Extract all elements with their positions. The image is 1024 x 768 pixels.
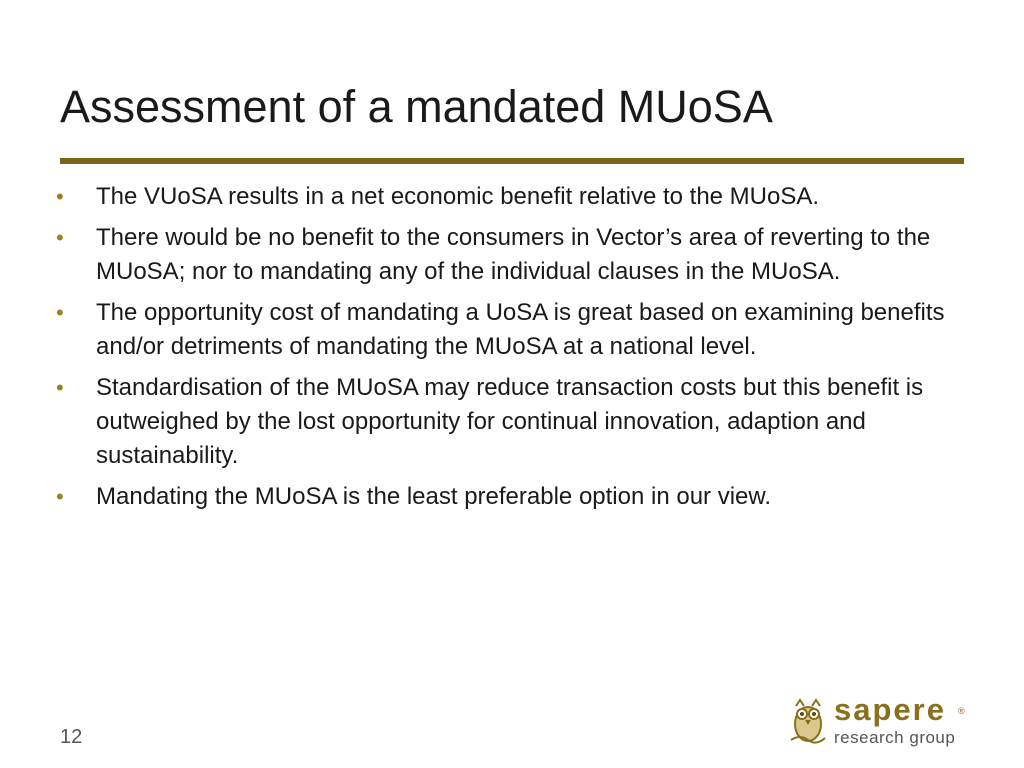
bullet-item (56, 296, 976, 364)
bullet-text: There would be no benefit to the consumers in Vector’s area of reverting to the MUoSA; nor to mandating any of the individual clauses in the MUoSA. (96, 224, 931, 285)
logo-brand-text: sapere (834, 692, 946, 727)
bullet-marker: • (56, 184, 64, 209)
title-divider (60, 158, 964, 164)
bullet-item (56, 180, 976, 214)
bullet-item (56, 480, 976, 514)
bullet-marker: • (56, 300, 64, 325)
slide-title: Assessment of a mandated MUoSA (60, 81, 773, 132)
bullet-text: The VUoSA results in a net economic benefit relative to the MUoSA. (96, 183, 820, 210)
bullet-text: Standardisation of the MUoSA may reduce transaction costs but this benefit is outweighed by the lost opportunity for continual innovation, adaption and sustainability. (96, 374, 924, 469)
bullet-text: Mandating the MUoSA is the least preferable option in our view. (96, 483, 772, 510)
bullet-marker: • (56, 375, 64, 400)
page-number: 12 (60, 726, 83, 748)
bullet-text: The opportunity cost of mandating a UoSA is great based on examining benefits and/or detriments of mandating the MUoSA at a national level. (96, 299, 945, 360)
registered-mark: ® (958, 706, 965, 716)
logo-tagline: research group (834, 728, 956, 747)
sapere-logo (788, 692, 978, 752)
bullet-marker: • (56, 484, 64, 509)
bullet-item (56, 371, 976, 473)
bullet-item (56, 221, 976, 289)
owl-icon (788, 694, 828, 746)
bullet-list (56, 180, 976, 521)
bullet-marker: • (56, 225, 64, 250)
